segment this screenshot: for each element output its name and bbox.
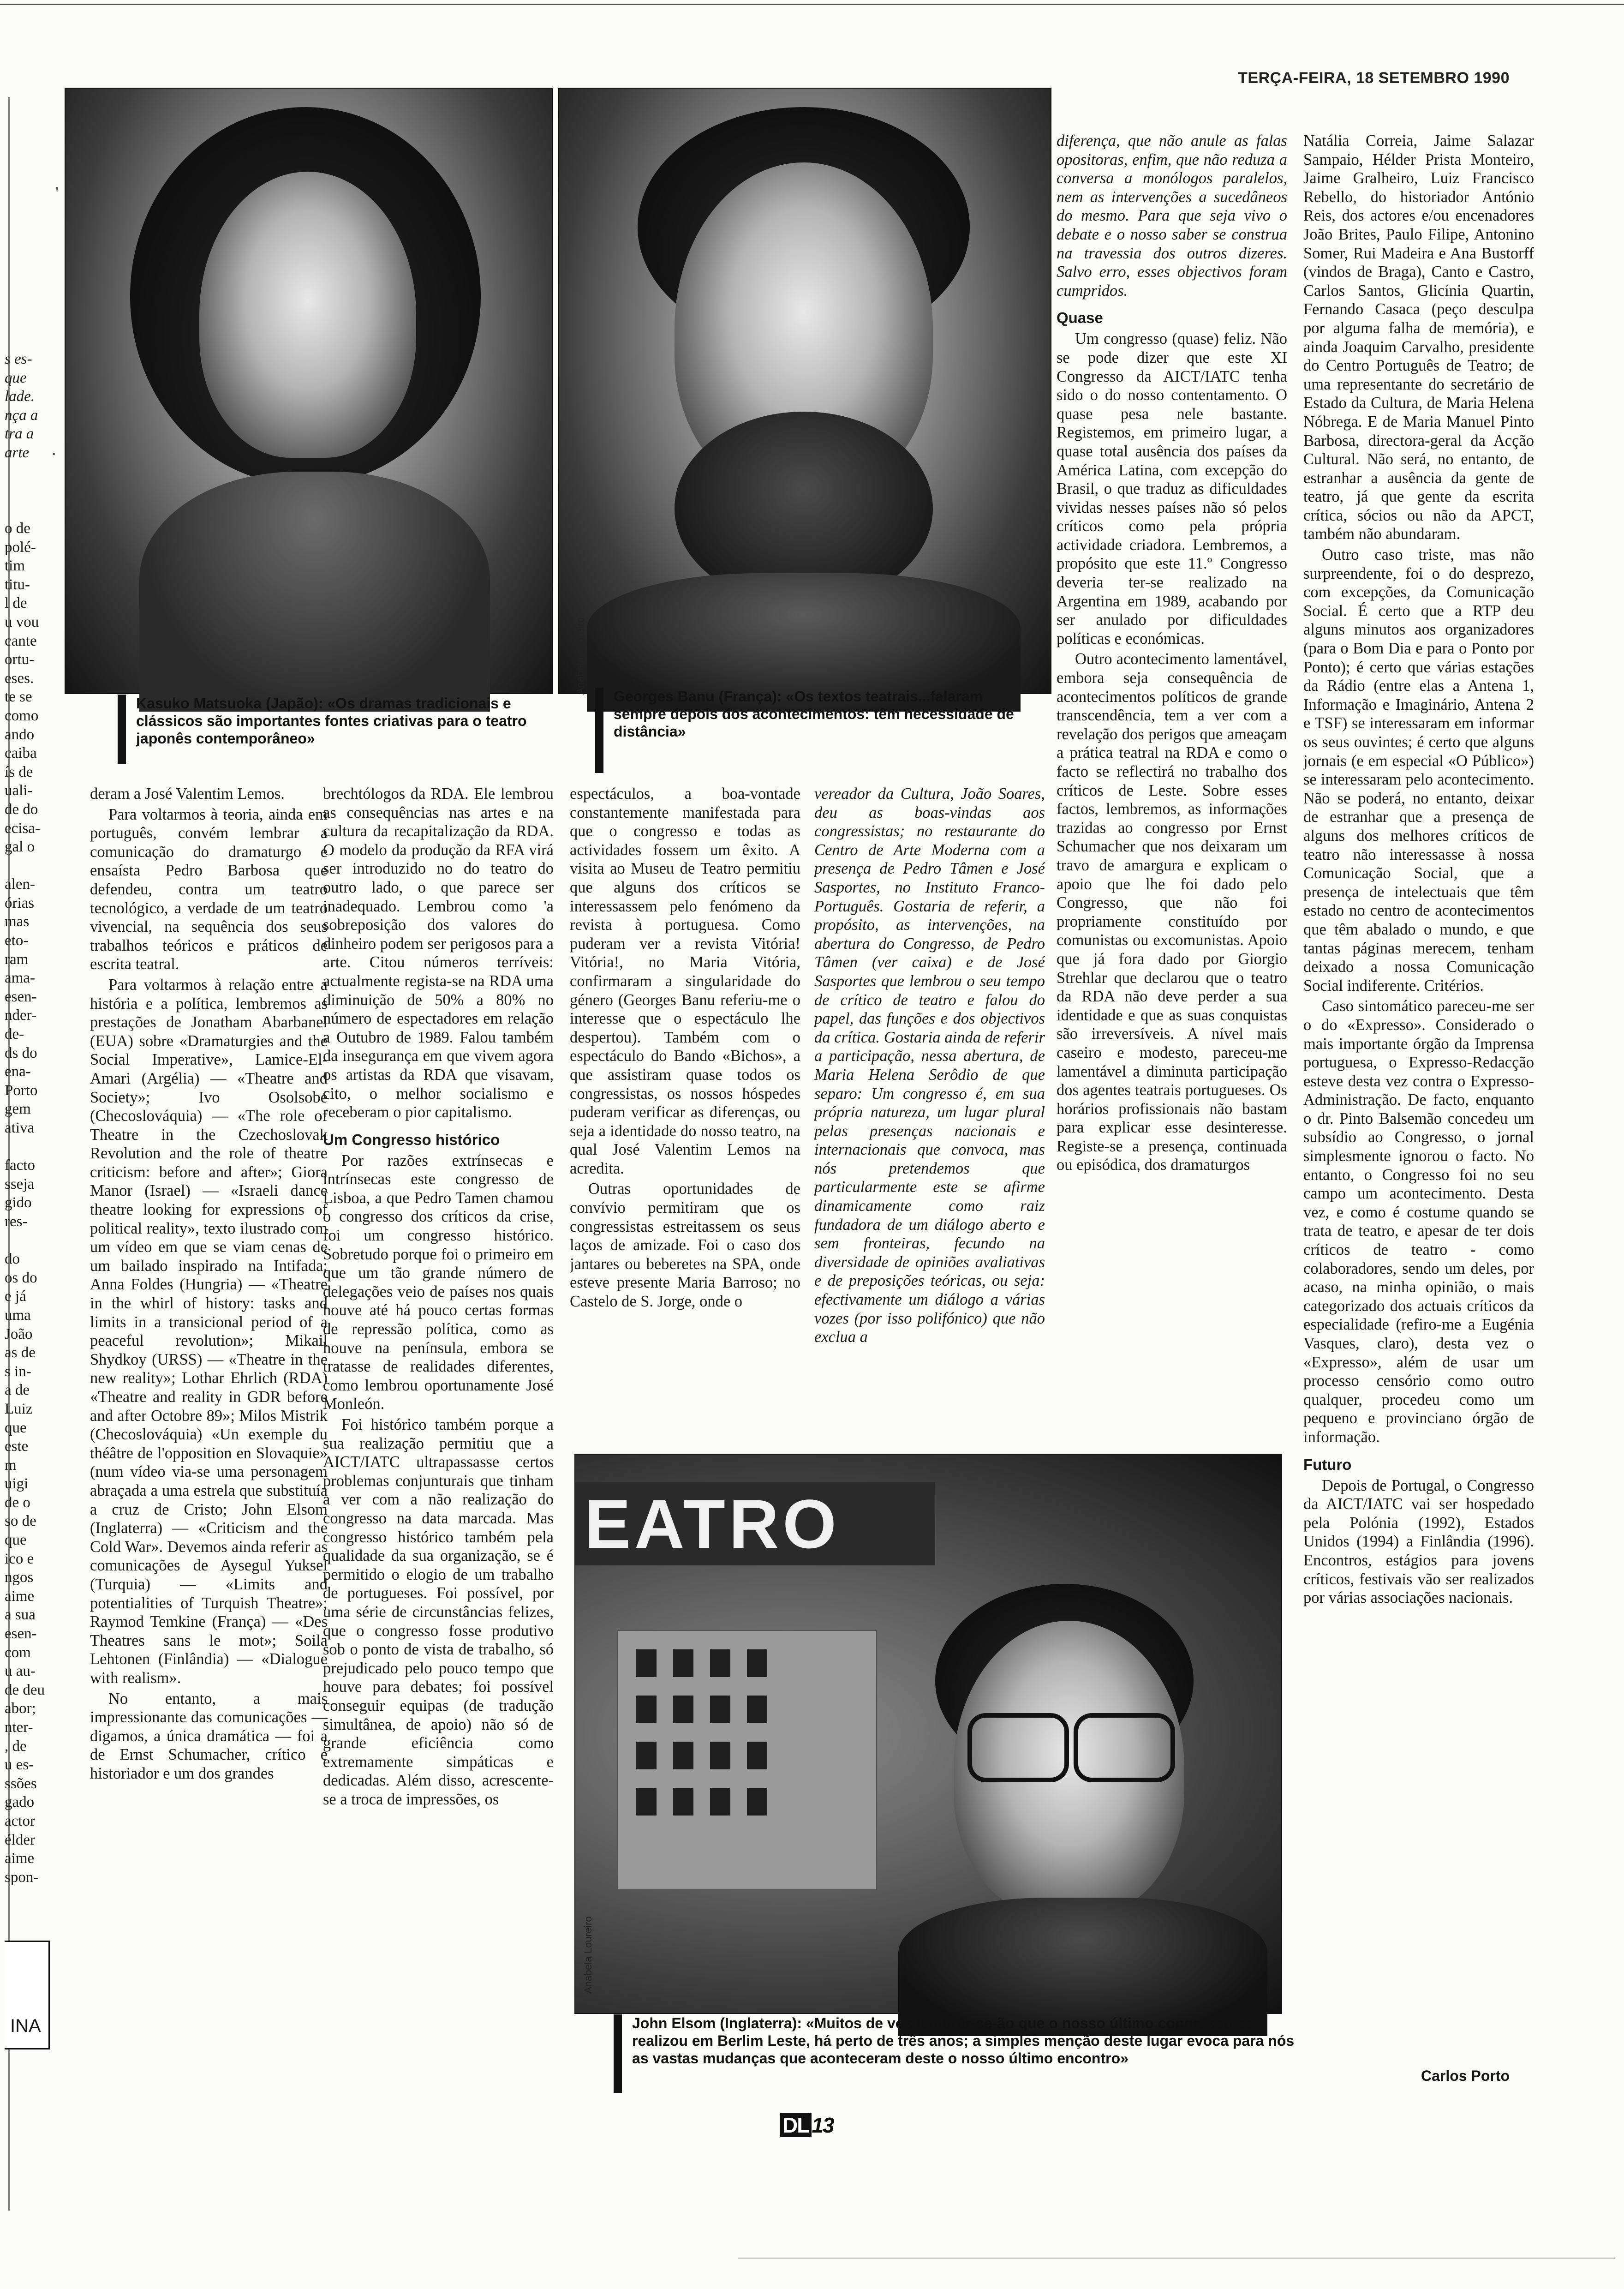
prev-page-column-fragment: o de polé- tim titu- l de u vou cante ortu- eses. te se como ando caiba ís de uali- de do ecisa- gal o alen- órias mas eto- ram ama- esen- nder- de- ds do ena- Porto gem ativa facto sseja gido res- do os do e já uma João as de s in- a de Luiz que este m uigi de o so de que ico e ngos aime a sua esen- com u au- de deu abor; nter- , de u es- ssões gado actor élder aime spon-	[5, 520, 45, 1886]
paragraph: vereador da Cultura, João Soares, deu as boas-vindas aos congressistas; no restaurante do Centro de Arte Moderna com a presença de Pedro Tâmen e José Sasportes, no Instituto Franco-Português. Gostaria de referir, a propósito, as intervenções, na abertura do Congresso, de Pedro Tâmen (ver caixa) e de José Sasportes que lembrou o seu tempo de crítico de teatro e falou do papel, das funções e dos objectivos da crítica. Gostaria ainda de referir a participação, nessa abertura, de Maria Helena Serôdio de que separo: Um congresso é, em sua própria natureza, um lugar plural pelas presenças nacionais e internacionais que convoca, mas nós pretendemos que particularmente este se afirme dinamicamente como raiz fundadora de um diálogo aberto e sem fronteiras, fecundo na diversidade de opiniões avaliativas e de preposições teóricas, ou seja: efectivamente um diálogo a várias vozes (por isso polifónico) que não exclua a	[814, 785, 1045, 1346]
article-column-6	[1303, 132, 1534, 2042]
caption-elsom	[614, 2014, 1301, 2097]
photo-credit-elsom: Anabela Loureiro	[582, 1916, 594, 1994]
glasses-left	[967, 1713, 1069, 1782]
photo-credit-banu: Anabela Loureiro	[574, 617, 586, 695]
subheading-congresso-historico: Um Congresso histórico	[323, 1131, 500, 1148]
paragraph: Depois de Portugal, o Congresso da AICT/IATC vai ser hospedado pela Polónia (1992), Estados Unidos (1994) a Finlândia (1996). Encontros, estágios para jovens críticos, festivais vão ser realizados por várias associações nacionais.	[1303, 1476, 1534, 1607]
caption-elsom-text: John Elsom (Inglaterra): «Muitos de vós lembrar-se-ão que o nosso último congresso se realizou em Berlim Leste, há perto de três anos; a simples menção deste lugar evoca para nós as vastas mudanças que aconteceram deste o nosso último encontro»	[632, 2015, 1295, 2067]
page-date: TERÇA-FEIRA, 18 SETEMBRO 1990	[1238, 69, 1510, 87]
article-column-5	[1057, 132, 1287, 1444]
article-column-2	[323, 785, 554, 2104]
paragraph: Por razões extrínsecas e intrínsecas este congresso de Lisboa, a que Pedro Tamen chamou o congresso dos críticos da crise, foi um congresso histórico. Sobretudo porque foi o primeiro em que um tão grande número de delegações veio de países nos quais houve até há pouco certas formas de repressão política, como as houve na península, embora se tratasse de realidades diferentes, como lembrou oportunamente José Monleón.	[323, 1151, 554, 1413]
caption-matsuoka	[118, 695, 528, 768]
glasses-right	[1074, 1713, 1175, 1782]
paragraph: Outras oportunidades de convívio permitiram que os congressistas estreitassem os seus laços de amizade. Foi o caso dos jantares ou beberetes na SPA, onde esteve presente Maria Barroso; no Castelo de S. Jorge, onde o	[570, 1180, 800, 1311]
photo-kasuko-matsuoka	[65, 88, 553, 694]
caption-banu	[595, 688, 1029, 780]
prev-page-box-text: INA	[10, 2016, 41, 2036]
paragraph: Outro acontecimento lamentável, embora seja consequência de acontecimentos políticos de grande transcendência, tem a ver com a revelação dos perigos que ameaçam a prática teatral na RDA e como o facto se reflectirá no trabalho dos críticos de Leste. Sobre esses factos, lembremos, as informações trazidas ao congresso por Ernst Schumacher que nos deixaram um travo de amargura e explicam o apoio que lhe foi dado pelo Congresso, que não foi propriamente constituído por comunistas ou excomunistas. Apoio que já fora dado por Giorgio Strehlar que declarou que o teatro da RDA não deve perder a sua identidade e que as suas conquistas são irreversíveis. A nível mais caseiro e modesto, pareceu-me lamentável a diminuta participação dos agentes teatrais portugueses. Os horários profissionais não bastam para explicar esse desinteresse. Registe-se a presença, continuada ou episódica, dos dramaturgos	[1057, 650, 1287, 1174]
publication-logo: DL	[780, 2113, 812, 2137]
article-author: Carlos Porto	[1421, 2067, 1510, 2084]
poster-board	[617, 1630, 877, 1890]
subheading-futuro: Futuro	[1303, 1456, 1352, 1473]
subheading-quase: Quase	[1057, 309, 1103, 327]
caption-matsuoka-text: Kasuko Matsuoka (Japão): «Os dramas tradicionais e clássicos são importantes fontes criativas para o teatro japonês contemporâneo»	[136, 695, 527, 747]
paragraph: Foi histórico também porque a sua realização permitiu que a AICT/IATC ultrapassasse certos problemas conjunturais que tinham a ver com a não realização do congresso na data marcada. Mas congresso histórico também pela qualidade da sua organização, se é permitido o elogio de um trabalho de portugueses. Foi possível, por uma série de circunstâncias felizes, que o congresso fosse produtivo sob o ponto de vista de trabalho, só prejudicado pelo pouco tempo que houve para debates; foi possível conseguir equipas (de tradução simultânea, de apoio) não só de grande eficiência como extremamente simpáticas e dedicadas. Além disso, acrescente-se a troca de impressões, os	[323, 1416, 554, 1808]
paragraph: espectáculos, a boa-vontade constantemente manifestada para que o congresso e todas as actividades fossem um êxito. A visita ao Museu de Teatro permitiu que alguns dos críticos se interessassem pelo fenómeno da revista à portuguesa. Como puderam ver a revista Vitória! Vitória!, no Maria Vitória, confirmaram a singularidade do género (Georges Banu referiu-me o interesse que o espectáculo lhe despertou). Também com o espectáculo do Bando «Bichos», a que assistiram quase todos os congressistas, os nossos hóspedes puderam verificar as diferenças, ou seja a identidade do nosso teatro, na qual José Valentim Lemos na acredita.	[570, 785, 800, 1177]
paragraph: deram a José Valentim Lemos.	[90, 785, 285, 803]
page-number: 13	[812, 2113, 834, 2137]
article-column-1	[90, 785, 328, 2104]
article-column-3	[570, 785, 800, 1440]
bottom-rule	[738, 2258, 1615, 2259]
paragraph: Um congresso (quase) feliz. Não se pode dizer que este XI Congresso da AICT/IATC tenha sido o do nosso contentamento. O quase pesa nele bastante. Registemos, em primeiro lugar, a quase total ausência dos países da América Latina, com excepção do Brasil, o que traduz as dificuldades vividas nesses países não só pelos críticos como pela própria actividade criadora. Lembremos, a propósito que este 11.º Congresso deveria ter-se realizado na Argentina em 1989, acabando por ser anulado por dificuldades políticas e económicas.	[1057, 330, 1287, 647]
photo-georges-banu	[558, 88, 1051, 694]
paragraph: diferença, que não anule as falas opositoras, enfim, que não reduza a conversa a monólogos paralelos, nem as intervenções a sucedâneos do mesmo. Para que seja vivo o debate e o nosso saber se construa na travessia dos outros dizeres. Salvo erro, esses objectivos foram cumpridos.	[1057, 132, 1287, 300]
margin-tick: ·	[51, 443, 57, 464]
caption-banu-text: Georges Banu (França): «Os textos teatrais...falaram sempre depois dos acontecimentos: têm necessidade de distância»	[614, 688, 1014, 740]
prev-page-box	[5, 1941, 50, 2049]
paragraph: Natália Correia, Jaime Salazar Sampaio, Hélder Prista Monteiro, Jaime Gralheiro, Luiz Francisco Rebello, do historiador António Reis, dos actores e/ou encenadores João Brites, Paulo Filipe, Antonino Somer, Rui Madeira e Ana Bustorff (vindos de Braga), Canto e Castro, Carlos Santos, Glicínia Quartin, Fernando Casaca (peço desculpa por alguma falha de memória), e ainda Joaquim Carvalho, presidente do Centro Português de Teatro; de uma representante do secretário de Estado da Cultura, de Maria Helena Nóbrega. E de Maria Manuel Pinto Barbosa, directora-geral da Acção Cultural. Não será, no entanto, de estranhar a ausência da gente de teatro, já que gente da escrita crítica, sócios ou não da APCT, também não abundaram.	[1303, 132, 1534, 543]
top-rule	[0, 4, 1624, 5]
paragraph: Para voltarmos à teoria, ainda em português, convém lembrar a comunicação do dramaturgo e ensaísta Pedro Barbosa que defendeu, contra um teatro tecnológico, a verdade de um teatro vivencial, na sequência dos seus trabalhos teóricos e práticos de escrita teatral.	[90, 805, 328, 973]
margin-tick: '	[55, 183, 59, 204]
article-column-4	[814, 785, 1045, 1440]
paragraph: Outro caso triste, mas não surpreendente, foi o do desprezo, com excepções, da Comunicação Social. É certo que a RTP deu alguns minutos aos organizadores (para o Bom Dia e para o Ponto por Ponto); é certo que várias estações da Rádio (entre elas a Antena 1, Informação e Imaginário, Antena 2 e TSF) se interessaram em informar os seus ouvintes; é certo que alguns jornais (e em especial «O Público») se interessaram pelo acontecimento. Não se poderá, no entanto, deixar de estranhar que a presença de alguns dos melhores críticos de teatro não interessasse à nossa Comunicação Social, que a presença de intelectuais que têm estado no centro de acontecimentos que têm abalado o mundo, e que tantas páginas merecem, tenham deixado a nossa Comunicação Social indiferente. Critérios.	[1303, 546, 1534, 995]
prev-page-italic-fragment: s es- que lade. nça a tra a arte	[5, 351, 38, 461]
paragraph: Caso sintomático pareceu-me ser o do «Expresso». Considerado o mais importante órgão da Imprensa portuguesa, o Expresso-Redacção esteve desta vez contra o Expresso-Administração. De facto, enquanto o dr. Pinto Balsemão concedeu um subsídio ao Congresso, o jornal simplesmente ignorou o facto. No entanto, o Congresso foi no seu campo um acontecimento. Desta vez, e como é costume quando se trata de teatro, e apesar de ter dois críticos de teatro - como colaboradores, sendo um deles, por acaso, na minha opinião, o mais categorizado dos actuais críticos da especialidade (refiro-me a Eugénia Vasques, claro), desta vez o «Expresso», além de usar um processo censório como outro qualquer, procedeu como um pequeno e provinciano órgão de informação.	[1303, 997, 1534, 1446]
footer-page-marker	[780, 2113, 834, 2138]
photo-john-elsom	[574, 1454, 1282, 2014]
paragraph: No entanto, a mais impressionante das comunicações — digamos, a única dramática — foi a de Ernst Schumacher, crítico e historiador e um dos grandes	[90, 1690, 328, 1782]
eatro-sign: EATRO	[575, 1482, 935, 1565]
paragraph: brechtólogos da RDA. Ele lembrou as consequências nas artes e na cultura da recapitalização da RDA. O modelo da produção da RFA virá ser introduzido no do teatro do outro lado, o que parece ser inadequado. Lembrou como 'a sobreposição dos valores do dinheiro podem ser perigosos para a arte. Citou números terríveis: actualmente registа-se na RDA uma diminuição de 50% a 80% no número de espectadores em relação a Outubro de 1989. Falou também da insegurança em que vivem agora os artistas da RDA que visavam, cito, o melhor socialismo e receberam o pior capitalismo.	[323, 785, 554, 1121]
paragraph: Para voltarmos à relação entre a história e a política, lembremos as prestações de Jonatham Abarbanel (EUA) sobre «Dramaturgies and the Social Imperative», Lamice-El-Amari (Argélia) — «Theatre and Society»; Ivo Osolsobé (Checoslováquia) — «The role of Theatre in the Czechoslovak Revolution and the role of theatre criticism: before and after»; Giora Manor (Israel) — «Israeli dance theatre looking for expressions of political reality», texto ilustrado com um vídeo em que se viam cenas de um bailado inspirado na Intifada; Anna Foldes (Hungria) — «Theatre in the whirl of history: tasks and limits in a transicional period of a peaceful revolution»; Mikail Shydkoy (URSS) — «Theatre in the new reality»; Lothar Ehrlich (RDA) «Theatre and reality in GDR before and after Octobre 89»; Milos Mistrik (Checoslováquia) «Un exemple du théâtre de l'opposition en Slovaquie» (num vídeo via-se uma personagem abraçada a uma estrela que substituía a cruz de Cristo; John Elsom (Inglaterra) — «Criticism and the Cold War». Devemos ainda referir as comunicações de Aysegul Yuksel (Turquia) — «Limits and potentialities of Turquish Theatre»; Raymod Temkine (França) — «Des Theatres sans le mot»; Soila Lehtonen (Finlândia) — «Dialogue with realism».	[90, 976, 328, 1687]
